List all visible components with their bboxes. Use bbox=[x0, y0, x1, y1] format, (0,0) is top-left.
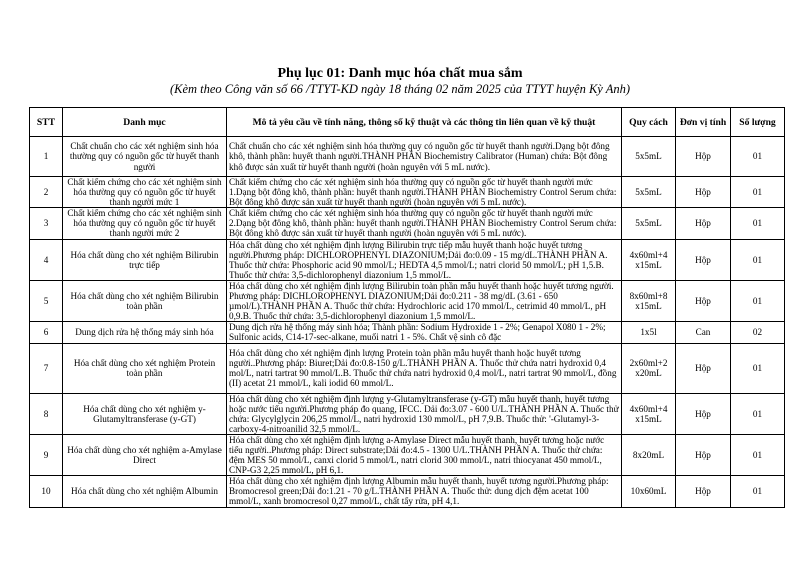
cell-stt: 8 bbox=[30, 393, 63, 434]
cell-description: Hóa chất dùng cho xét nghiệm định lượng a-Amylase Direct mẫu huyết thanh, huyết tương hoặc nước tiểu người..Phương pháp: Direct substrate;Dải đo:4.5 - 1300 U/L.THÀNH PHẦN A. Thuốc thử chứa: đệm MES 50 mmol/L, canxi clorid 5 mmol/L, natri clorid 300 mmol/L, natri thiocyanat 450 mmol/L, CNP-G3 2,25 mmol/L, pH 6,1. bbox=[227, 434, 622, 475]
table-row bbox=[30, 393, 785, 434]
cell-unit: Hộp bbox=[676, 208, 731, 239]
cell-stt: 4 bbox=[30, 239, 63, 280]
table-row bbox=[30, 137, 785, 177]
cell-quantity: 01 bbox=[731, 137, 785, 177]
cell-spec: 10x60mL bbox=[622, 476, 676, 507]
cell-name: Chất kiểm chứng cho các xét nghiệm sinh hóa thường quy có nguồn gốc từ huyết thanh người mức 2 bbox=[63, 208, 227, 239]
cell-spec: 4x60ml+4 x15mL bbox=[622, 393, 676, 434]
cell-unit: Hộp bbox=[676, 476, 731, 507]
cell-spec: 4x60ml+4 x15mL bbox=[622, 239, 676, 280]
page-subtitle: (Kèm theo Công văn số 66 /TTYT-KD ngày 18 tháng 02 năm 2025 của TTYT huyện Kỳ Anh) bbox=[169, 82, 631, 96]
cell-name: Hóa chất dùng cho xét nghiệm Bilirubin trực tiếp bbox=[63, 239, 227, 280]
cell-description: Hóa chất dùng cho xét nghiệm định lượng Albumin mẫu huyết thanh, huyết tương người.Phương pháp: Bromocresol green;Dải đo:1.21 - 70 g/L.THÀNH PHẦN A. Thuốc thử: dung dịch đệm acetat 100 mmol/L, xanh bromocresol 0,27 mmol/L, chất tẩy rửa, pH 4,1. bbox=[227, 476, 622, 507]
cell-stt: 6 bbox=[30, 322, 63, 343]
cell-unit: Hộp bbox=[676, 343, 731, 393]
cell-description: Chất kiểm chứng cho các xét nghiệm sinh hóa thường quy có nguồn gốc từ huyết thanh người mức 2.Dạng bột đông khô, thành phần: huyết thanh người.THÀNH PHẦN Biochemistry Control Serum chứa: Bột đông khô được sản xuất từ huyết thanh người (hoàn nguyên với 5 mL nước). bbox=[227, 208, 622, 239]
cell-stt: 10 bbox=[30, 476, 63, 507]
cell-name: Hóa chất dùng cho xét nghiệm Bilirubin toàn phần bbox=[63, 280, 227, 321]
cell-quantity: 01 bbox=[731, 434, 785, 475]
cell-quantity: 01 bbox=[731, 177, 785, 208]
cell-name: Chất chuẩn cho các xét nghiệm sinh hóa thường quy có nguồn gốc từ huyết thanh người bbox=[63, 137, 227, 177]
cell-spec: 8x60ml+8 x15mL bbox=[622, 280, 676, 321]
cell-description: Chất kiểm chứng cho các xét nghiệm sinh hóa thường quy có nguồn gốc từ huyết thanh người mức 1.Dạng bột đông khô, thành phần: huyết thanh người.THÀNH PHẦN Biochemistry Control Serum chứa: Bột đông khô được sản xuất từ huyết thanh người (hoàn nguyên với 5 mL nước). bbox=[227, 177, 622, 208]
table-row bbox=[30, 239, 785, 280]
header-name: Danh mục bbox=[63, 108, 227, 137]
cell-quantity: 01 bbox=[731, 343, 785, 393]
cell-description: Chất chuẩn cho các xét nghiệm sinh hóa thường quy có nguồn gốc từ huyết thanh người.Dạng bột đông khô, thành phần: huyết thanh người.THÀNH PHẦN Biochemistry Calibrator (Human) chứa: Bột đông khô được sản xuất từ huyết thanh người (hoàn nguyên với 5 mL nước). bbox=[227, 137, 622, 177]
cell-spec: 5x5mL bbox=[622, 208, 676, 239]
cell-quantity: 01 bbox=[731, 476, 785, 507]
cell-quantity: 01 bbox=[731, 239, 785, 280]
table-row bbox=[30, 434, 785, 475]
cell-quantity: 02 bbox=[731, 322, 785, 343]
table-row bbox=[30, 208, 785, 239]
cell-spec: 1x5l bbox=[622, 322, 676, 343]
cell-quantity: 01 bbox=[731, 280, 785, 321]
table-row bbox=[30, 476, 785, 507]
cell-unit: Hộp bbox=[676, 239, 731, 280]
header-quantity: Số lượng bbox=[731, 108, 785, 137]
cell-name: Hóa chất dùng cho xét nghiệm y-Glutamyltransferase (y-GT) bbox=[63, 393, 227, 434]
table-row bbox=[30, 322, 785, 343]
cell-stt: 5 bbox=[30, 280, 63, 321]
cell-name: Hóa chất dùng cho xét nghiệm a-Amylase Direct bbox=[63, 434, 227, 475]
cell-description: Hóa chất dùng cho xét nghiệm định lượng Protein toàn phần mẫu huyết thanh hoặc huyết tương người..Phương pháp: Biuret;Dải đo:0.8-150 g/L.THÀNH PHẦN A. Thuốc thử chứa natri hydroxid 0,4 mol/L, natri tartrat 90 mmol/L.B. Thuốc thử chứa natri hydroxid 0,4 mol/L, natri tartrat 90 mmol/L, đồng (II) acetat 21 mmol/L, kali iodid 60 mmol/L. bbox=[227, 343, 622, 393]
header-stt: STT bbox=[30, 108, 63, 137]
cell-name: Chất kiểm chứng cho các xét nghiệm sinh hóa thường quy có nguồn gốc từ huyết thanh người mức 1 bbox=[63, 177, 227, 208]
cell-stt: 2 bbox=[30, 177, 63, 208]
cell-description: Hóa chất dùng cho xét nghiệm định lượng y-Glutamyltransferase (y-GT) mẫu huyết thanh, huyết tương hoặc nước tiểu người.Phương pháp đo quang, IFCC. Dải đo:3.07 - 600 U/L.THÀNH PHẦN A. Thuốc thử chứa: Glycylglycin 206,25 mmol/L, natri hydroxid 130 mmol/L, pH 7,9.B. Thuốc thử: '-Glutamyl-3-carboxy-4-nitroanilid 32,5 mmol/L. bbox=[227, 393, 622, 434]
table-row bbox=[30, 280, 785, 321]
table-row bbox=[30, 177, 785, 208]
header-unit: Đơn vị tính bbox=[676, 108, 731, 137]
cell-description: Hóa chất dùng cho xét nghiệm định lượng Bilirubin trực tiếp mẫu huyết thanh hoặc huyết tương người.Phương pháp: DICHLOROPHENYL DIAZONIUM;Dải đo:0.09 - 15 mg/dL.THÀNH PHẦN A. Thuốc thử chứa: Phosphoric acid 90 mmol/L; HEDTA 4,5 mmol/L; natri clorid 50 mmol/L; pH 1,5.B. Thuốc thử chứa: 3,5-dichlorophenyl diazonium 1,5 mmol/L. bbox=[227, 239, 622, 280]
cell-unit: Hộp bbox=[676, 434, 731, 475]
table-header-row bbox=[30, 108, 785, 137]
header-description: Mô tả yêu cầu về tính năng, thông số kỹ thuật và các thông tin liên quan về kỹ thuật bbox=[227, 108, 622, 137]
cell-stt: 3 bbox=[30, 208, 63, 239]
cell-quantity: 01 bbox=[731, 208, 785, 239]
cell-unit: Hộp bbox=[676, 280, 731, 321]
cell-quantity: 01 bbox=[731, 393, 785, 434]
page-title: Phụ lục 01: Danh mục hóa chất mua sắm bbox=[277, 66, 523, 81]
cell-stt: 7 bbox=[30, 343, 63, 393]
cell-spec: 5x5mL bbox=[622, 177, 676, 208]
cell-unit: Hộp bbox=[676, 177, 731, 208]
cell-unit: Hộp bbox=[676, 393, 731, 434]
cell-unit: Hộp bbox=[676, 137, 731, 177]
cell-description: Dung dịch rửa hệ thống máy sinh hóa; Thành phần: Sodium Hydroxide 1 - 2%; Genapol X080 1 - 2%; Sulfonic acids, C14-17-sec-alkane, muối natri 1 - 5%. Chất vệ sinh cô đặc bbox=[227, 322, 622, 343]
header-spec: Quy cách bbox=[622, 108, 676, 137]
cell-stt: 9 bbox=[30, 434, 63, 475]
chemical-list-table bbox=[29, 107, 785, 508]
cell-name: Dung dịch rửa hệ thống máy sinh hóa bbox=[63, 322, 227, 343]
cell-unit: Can bbox=[676, 322, 731, 343]
cell-stt: 1 bbox=[30, 137, 63, 177]
cell-name: Hóa chất dùng cho xét nghiệm Protein toàn phần bbox=[63, 343, 227, 393]
cell-description: Hóa chất dùng cho xét nghiệm định lượng Bilirubin toàn phần mẫu huyết thanh hoặc huyết tương người. Phương pháp: DICHLOROPHENYL DIAZONIUM;Dải đo:0.211 - 38 mg/dL (3.61 - 650 µmol/L).THÀNH PHẦN A. Thuốc thử chứa: Hydrochloric acid 170 mmol/L, cetrimid 40 mmol/L, pH 0,9.B. Thuốc thử chứa: 3,5-dichlorophenyl diazonium 1,5 mmol/L. bbox=[227, 280, 622, 321]
cell-spec: 8x20mL bbox=[622, 434, 676, 475]
cell-spec: 5x5mL bbox=[622, 137, 676, 177]
table-row bbox=[30, 343, 785, 393]
cell-name: Hóa chất dùng cho xét nghiệm Albumin bbox=[63, 476, 227, 507]
cell-spec: 2x60ml+2 x20mL bbox=[622, 343, 676, 393]
